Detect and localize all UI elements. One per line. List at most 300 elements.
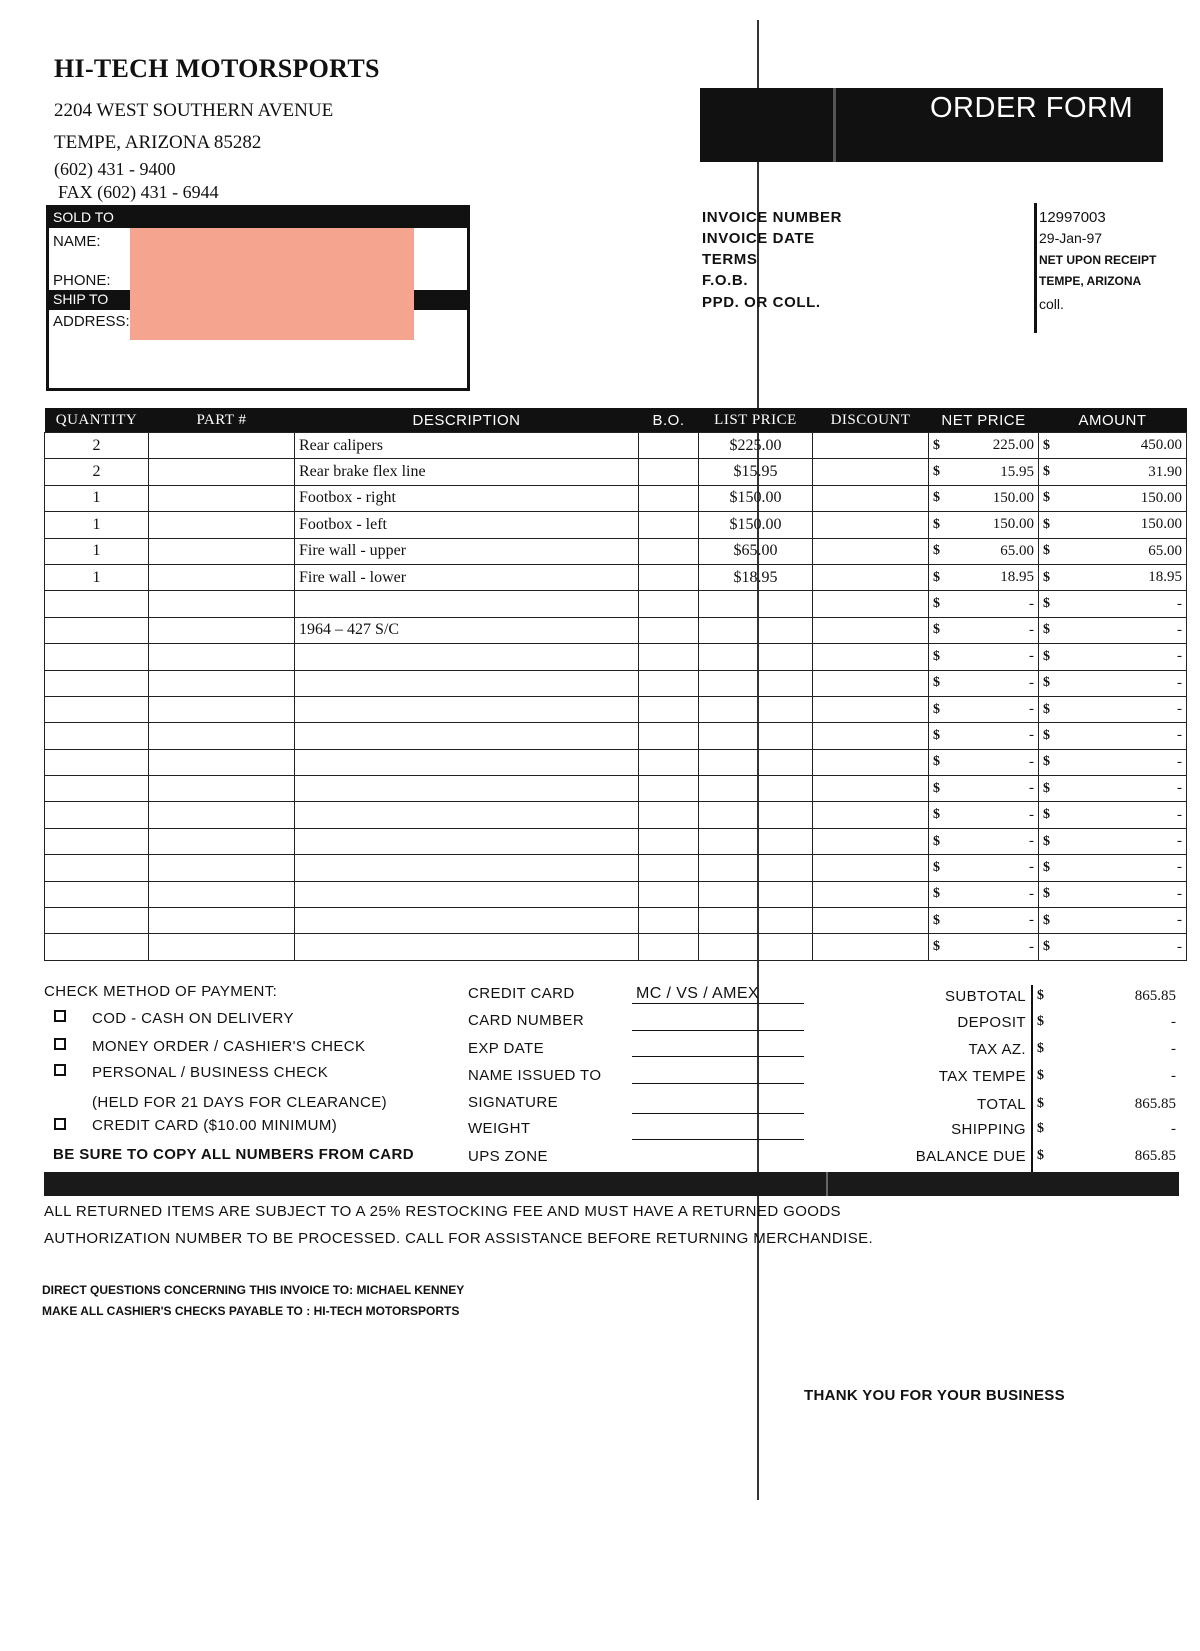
- discount-cell: [813, 749, 929, 775]
- discount-cell: [813, 855, 929, 881]
- amount-cell-content: [1043, 569, 1182, 586]
- part-number-cell: [149, 433, 295, 459]
- back-order-cell: [639, 670, 699, 696]
- amount-cell-content: [1043, 754, 1182, 771]
- total-value: 865.85: [1134, 1096, 1176, 1112]
- quantity-cell: [45, 908, 149, 934]
- amount-cell-value: -: [1177, 595, 1182, 612]
- restocking-notice-line1: ALL RETURNED ITEMS ARE SUBJECT TO A 25% RESTOCKING FEE AND MUST HAVE A RETURNED GOODS: [44, 1203, 841, 1220]
- amount-cell-value: -: [1177, 727, 1182, 744]
- net-price-header: NET PRICE: [929, 408, 1039, 433]
- description-cell: [295, 670, 639, 696]
- discount-cell: [813, 802, 929, 828]
- discount-cell: [813, 881, 929, 907]
- payment-method-heading: CHECK METHOD OF PAYMENT:: [44, 983, 278, 1000]
- discount-cell: [813, 723, 929, 749]
- table-header-row: [45, 408, 1187, 433]
- net-price-cell: [929, 459, 1039, 485]
- part-number-cell: [149, 934, 295, 960]
- quantity-cell: 2: [45, 433, 149, 459]
- balance-due-currency: $: [1037, 1148, 1044, 1163]
- list-price-cell: [699, 749, 813, 775]
- table-row: [45, 776, 1187, 802]
- currency-symbol: $: [933, 833, 940, 849]
- amount-cell-content: [1043, 939, 1182, 956]
- ppd-or-coll-label: PPD. OR COLL.: [702, 294, 821, 311]
- back-order-cell: [639, 934, 699, 960]
- personal-check-option-label: PERSONAL / BUSINESS CHECK: [92, 1064, 329, 1081]
- net-price-cell-value: 225.00: [992, 437, 1034, 454]
- net-price-cell: [929, 855, 1039, 881]
- currency-symbol: $: [933, 464, 940, 480]
- net-price-cell-content: [933, 859, 1034, 876]
- net-price-cell-content: [933, 939, 1034, 956]
- thank-you-message: THANK YOU FOR YOUR BUSINESS: [804, 1387, 1065, 1404]
- currency-symbol: $: [933, 807, 940, 823]
- net-price-cell: [929, 881, 1039, 907]
- back-order-cell: [639, 776, 699, 802]
- list-price-cell: [699, 802, 813, 828]
- personal-check-checkbox[interactable]: [54, 1064, 66, 1076]
- name-issued-to-label: NAME ISSUED TO: [468, 1067, 602, 1084]
- card-number-line: [632, 1030, 804, 1031]
- amount-cell-content: [1043, 886, 1182, 903]
- amount-cell-value: 18.95: [1148, 569, 1182, 586]
- amount-cell-value: 450.00: [1140, 437, 1182, 454]
- description-cell: [295, 828, 639, 854]
- amount-cell-value: -: [1177, 621, 1182, 638]
- part-number-cell: [149, 802, 295, 828]
- quantity-cell: 1: [45, 538, 149, 564]
- line-items-table: [44, 408, 1187, 961]
- amount-cell: [1039, 512, 1187, 538]
- currency-symbol: $: [1043, 727, 1050, 743]
- invoice-number-label: INVOICE NUMBER: [702, 209, 843, 226]
- net-price-cell-value: 18.95: [1000, 569, 1034, 586]
- description-cell: [295, 644, 639, 670]
- amount-cell-value: -: [1177, 885, 1182, 902]
- back-order-header: B.O.: [639, 408, 699, 433]
- quantity-cell: 1: [45, 512, 149, 538]
- amount-cell-content: [1043, 859, 1182, 876]
- back-order-cell: [639, 512, 699, 538]
- fob-label: F.O.B.: [702, 272, 749, 289]
- deposit-currency: $: [1037, 1014, 1044, 1029]
- currency-symbol: $: [933, 780, 940, 796]
- credit-card-label: CREDIT CARD: [468, 985, 575, 1002]
- amount-cell-content: [1043, 727, 1182, 744]
- deposit-label: DEPOSIT: [957, 1014, 1026, 1031]
- discount-cell: [813, 828, 929, 854]
- weight-line: [632, 1139, 804, 1140]
- shipping-label: SHIPPING: [951, 1121, 1026, 1138]
- currency-symbol: $: [1043, 464, 1050, 480]
- part-number-cell: [149, 644, 295, 670]
- subtotal-value: 865.85: [1134, 988, 1176, 1004]
- net-price-cell-value: -: [1029, 648, 1034, 665]
- net-price-cell-content: [933, 912, 1034, 929]
- quantity-cell: [45, 828, 149, 854]
- payee-name: HI-TECH MOTORSPORTS: [313, 1304, 460, 1318]
- amount-cell-content: [1043, 437, 1182, 454]
- currency-symbol: $: [933, 648, 940, 664]
- list-price-header: LIST PRICE: [699, 408, 813, 433]
- table-row: [45, 564, 1187, 590]
- net-price-cell-value: -: [1029, 780, 1034, 797]
- amount-cell-value: -: [1177, 833, 1182, 850]
- description-cell: [295, 723, 639, 749]
- credit-card-checkbox[interactable]: [54, 1118, 66, 1130]
- total-currency: $: [1037, 1096, 1044, 1111]
- currency-symbol: $: [933, 622, 940, 638]
- quantity-cell: [45, 723, 149, 749]
- currency-symbol: $: [1043, 807, 1050, 823]
- table-row: [45, 538, 1187, 564]
- discount-cell: [813, 485, 929, 511]
- description-cell: [295, 802, 639, 828]
- currency-symbol: $: [933, 437, 940, 453]
- amount-cell: [1039, 591, 1187, 617]
- currency-symbol: $: [933, 886, 940, 902]
- net-price-cell-content: [933, 543, 1034, 560]
- list-price-cell: [699, 696, 813, 722]
- company-name: HI-TECH MOTORSPORTS: [54, 54, 380, 83]
- company-address-line2: TEMPE, ARIZONA 85282: [54, 132, 262, 153]
- currency-symbol: $: [933, 516, 940, 532]
- amount-cell: [1039, 433, 1187, 459]
- table-row: [45, 459, 1187, 485]
- quantity-cell: [45, 696, 149, 722]
- back-order-cell: [639, 644, 699, 670]
- subtotal-label: SUBTOTAL: [945, 988, 1026, 1005]
- net-price-cell-value: -: [1029, 727, 1034, 744]
- part-number-cell: [149, 723, 295, 749]
- amount-cell-content: [1043, 596, 1182, 613]
- net-price-cell-value: -: [1029, 621, 1034, 638]
- net-price-cell-content: [933, 437, 1034, 454]
- amount-cell: [1039, 485, 1187, 511]
- currency-symbol: $: [933, 727, 940, 743]
- net-price-cell-content: [933, 490, 1034, 507]
- quantity-header: QUANTITY: [45, 408, 149, 433]
- invoice-value-rule: [1034, 203, 1037, 333]
- back-order-cell: [639, 433, 699, 459]
- phone-label: PHONE:: [53, 272, 111, 289]
- invoice-number-value: 12997003: [1039, 209, 1106, 226]
- credit-card-option-label: CREDIT CARD ($10.00 MINIMUM): [92, 1117, 338, 1134]
- back-order-cell: [639, 855, 699, 881]
- quantity-cell: [45, 670, 149, 696]
- quantity-cell: [45, 617, 149, 643]
- currency-symbol: $: [1043, 939, 1050, 955]
- amount-cell: [1039, 908, 1187, 934]
- back-order-cell: [639, 723, 699, 749]
- back-order-cell: [639, 749, 699, 775]
- description-cell: [295, 749, 639, 775]
- shipping-currency: $: [1037, 1121, 1044, 1136]
- ship-to-header: SHIP TO: [53, 291, 109, 307]
- tax-az-label: TAX AZ.: [968, 1041, 1026, 1058]
- amount-cell: [1039, 564, 1187, 590]
- net-price-cell-value: -: [1029, 753, 1034, 770]
- ppd-or-coll-value: coll.: [1039, 296, 1064, 312]
- footer-bar-divider: [826, 1172, 828, 1196]
- footer-black-bar: [44, 1172, 1179, 1196]
- currency-symbol: $: [1043, 754, 1050, 770]
- amount-cell-value: 150.00: [1140, 516, 1182, 533]
- company-phone: (602) 431 - 9400: [54, 159, 176, 179]
- part-number-cell: [149, 881, 295, 907]
- part-number-cell: [149, 512, 295, 538]
- contact-name: MICHAEL KENNEY: [356, 1283, 465, 1297]
- list-price-cell: [699, 908, 813, 934]
- net-price-cell-value: -: [1029, 833, 1034, 850]
- fob-value: TEMPE, ARIZONA: [1039, 274, 1142, 288]
- amount-cell: [1039, 855, 1187, 881]
- discount-header: DISCOUNT: [813, 408, 929, 433]
- list-price-cell: [699, 855, 813, 881]
- table-row: [45, 433, 1187, 459]
- net-price-cell-content: [933, 464, 1034, 481]
- amount-cell-content: [1043, 701, 1182, 718]
- net-price-cell-content: [933, 807, 1034, 824]
- shipping-value: -: [1171, 1121, 1176, 1137]
- net-price-cell-content: [933, 833, 1034, 850]
- quantity-cell: 1: [45, 485, 149, 511]
- part-number-cell: [149, 459, 295, 485]
- currency-symbol: $: [1043, 701, 1050, 717]
- quantity-cell: [45, 934, 149, 960]
- currency-symbol: $: [1043, 437, 1050, 453]
- net-price-cell: [929, 512, 1039, 538]
- description-header: DESCRIPTION: [295, 408, 639, 433]
- table-row: [45, 644, 1187, 670]
- part-number-cell: [149, 696, 295, 722]
- quantity-cell: [45, 776, 149, 802]
- net-price-cell-value: 15.95: [1000, 463, 1034, 480]
- part-number-cell: [149, 855, 295, 881]
- credit-card-line: [632, 1003, 804, 1004]
- net-price-cell: [929, 749, 1039, 775]
- amount-cell: [1039, 459, 1187, 485]
- back-order-cell: [639, 696, 699, 722]
- table-row: [45, 828, 1187, 854]
- description-cell: Rear calipers: [295, 433, 639, 459]
- amount-cell: [1039, 670, 1187, 696]
- currency-symbol: $: [1043, 490, 1050, 506]
- exp-date-label: EXP DATE: [468, 1040, 545, 1057]
- discount-cell: [813, 538, 929, 564]
- invoice-date-label: INVOICE DATE: [702, 230, 815, 247]
- net-price-cell-value: -: [1029, 595, 1034, 612]
- held-for-clearance-note: (HELD FOR 21 DAYS FOR CLEARANCE): [92, 1094, 388, 1111]
- currency-symbol: $: [1043, 543, 1050, 559]
- currency-symbol: $: [1043, 833, 1050, 849]
- currency-symbol: $: [1043, 596, 1050, 612]
- net-price-cell-value: -: [1029, 806, 1034, 823]
- signature-label: SIGNATURE: [468, 1094, 558, 1111]
- net-price-cell-value: -: [1029, 912, 1034, 929]
- cod-option-label: COD - CASH ON DELIVERY: [92, 1010, 294, 1027]
- company-fax: FAX (602) 431 - 6944: [58, 182, 219, 202]
- net-price-cell: [929, 433, 1039, 459]
- quantity-cell: [45, 644, 149, 670]
- amount-cell-content: [1043, 833, 1182, 850]
- table-row: [45, 485, 1187, 511]
- cod-checkbox[interactable]: [54, 1010, 66, 1022]
- signature-line: [632, 1113, 804, 1114]
- quantity-cell: [45, 881, 149, 907]
- amount-cell-content: [1043, 464, 1182, 481]
- amount-cell-content: [1043, 675, 1182, 692]
- questions-contact: [42, 1283, 464, 1297]
- list-price-cell: $15.95: [699, 459, 813, 485]
- terms-label: TERMS: [702, 251, 758, 268]
- currency-symbol: $: [933, 596, 940, 612]
- amount-cell-value: -: [1177, 753, 1182, 770]
- tax-tempe-value: -: [1171, 1068, 1176, 1084]
- table-row: [45, 908, 1187, 934]
- description-cell: [295, 591, 639, 617]
- amount-cell-value: -: [1177, 701, 1182, 718]
- totals-rule: [1031, 985, 1033, 1173]
- net-price-cell-value: 65.00: [1000, 542, 1034, 559]
- ups-zone-label: UPS ZONE: [468, 1148, 548, 1165]
- line-items-body: [45, 433, 1187, 961]
- part-number-cell: [149, 776, 295, 802]
- currency-symbol: $: [1043, 780, 1050, 796]
- description-cell: [295, 881, 639, 907]
- amount-cell: [1039, 802, 1187, 828]
- currency-symbol: $: [1043, 516, 1050, 532]
- part-number-cell: [149, 591, 295, 617]
- amount-cell-value: -: [1177, 648, 1182, 665]
- address-label: ADDRESS:: [53, 313, 130, 330]
- list-price-cell: [699, 617, 813, 643]
- amount-cell: [1039, 881, 1187, 907]
- back-order-cell: [639, 564, 699, 590]
- list-price-cell: [699, 776, 813, 802]
- net-price-cell: [929, 644, 1039, 670]
- currency-symbol: $: [933, 569, 940, 585]
- discount-cell: [813, 908, 929, 934]
- list-price-cell: $225.00: [699, 433, 813, 459]
- net-price-cell-content: [933, 754, 1034, 771]
- back-order-cell: [639, 485, 699, 511]
- name-label: NAME:: [53, 233, 101, 250]
- description-cell: Rear brake flex line: [295, 459, 639, 485]
- table-row: [45, 934, 1187, 960]
- part-number-cell: [149, 617, 295, 643]
- banner-divider: [833, 88, 836, 162]
- order-form-title: ORDER FORM: [930, 92, 1134, 124]
- sold-to-header-bar: [49, 208, 467, 228]
- amount-cell: [1039, 749, 1187, 775]
- net-price-cell: [929, 617, 1039, 643]
- description-cell: Fire wall - lower: [295, 564, 639, 590]
- net-price-cell: [929, 776, 1039, 802]
- table-row: [45, 670, 1187, 696]
- description-cell: Footbox - right: [295, 485, 639, 511]
- amount-cell-content: [1043, 807, 1182, 824]
- currency-symbol: $: [1043, 675, 1050, 691]
- amount-cell: [1039, 934, 1187, 960]
- description-cell: [295, 855, 639, 881]
- amount-cell-content: [1043, 912, 1182, 929]
- amount-cell: [1039, 696, 1187, 722]
- list-price-cell: [699, 591, 813, 617]
- back-order-cell: [639, 908, 699, 934]
- redaction-block: [130, 228, 414, 340]
- total-label: TOTAL: [977, 1096, 1026, 1113]
- discount-cell: [813, 459, 929, 485]
- table-row: [45, 696, 1187, 722]
- list-price-cell: [699, 644, 813, 670]
- net-price-cell: [929, 908, 1039, 934]
- net-price-cell-content: [933, 727, 1034, 744]
- amount-cell: [1039, 617, 1187, 643]
- amount-cell-content: [1043, 780, 1182, 797]
- amount-cell-content: [1043, 490, 1182, 507]
- amount-cell: [1039, 538, 1187, 564]
- money-order-checkbox[interactable]: [54, 1038, 66, 1050]
- table-row: [45, 749, 1187, 775]
- part-number-cell: [149, 670, 295, 696]
- credit-card-type-value: MC / VS / AMEX: [636, 985, 759, 1002]
- net-price-cell-content: [933, 648, 1034, 665]
- name-issued-to-line: [632, 1083, 804, 1084]
- back-order-cell: [639, 459, 699, 485]
- net-price-cell: [929, 564, 1039, 590]
- balance-due-label: BALANCE DUE: [915, 1148, 1026, 1165]
- net-price-cell-content: [933, 780, 1034, 797]
- restocking-notice-line2: AUTHORIZATION NUMBER TO BE PROCESSED. CALL FOR ASSISTANCE BEFORE RETURNING MERCHANDISE.: [44, 1230, 874, 1247]
- quantity-cell: [45, 855, 149, 881]
- net-price-cell: [929, 934, 1039, 960]
- company-address-line1: 2204 WEST SOUTHERN AVENUE: [54, 100, 334, 121]
- list-price-cell: $150.00: [699, 485, 813, 511]
- back-order-cell: [639, 617, 699, 643]
- quantity-cell: 1: [45, 564, 149, 590]
- list-price-cell: [699, 828, 813, 854]
- discount-cell: [813, 776, 929, 802]
- amount-cell-value: -: [1177, 806, 1182, 823]
- back-order-cell: [639, 881, 699, 907]
- back-order-cell: [639, 591, 699, 617]
- net-price-cell: [929, 828, 1039, 854]
- part-number-cell: [149, 564, 295, 590]
- list-price-cell: [699, 670, 813, 696]
- discount-cell: [813, 934, 929, 960]
- currency-symbol: $: [933, 490, 940, 506]
- discount-cell: [813, 512, 929, 538]
- currency-symbol: $: [1043, 648, 1050, 664]
- amount-cell-value: -: [1177, 780, 1182, 797]
- amount-cell-value: -: [1177, 859, 1182, 876]
- payable-label: MAKE ALL CASHIER'S CHECKS PAYABLE TO :: [42, 1304, 311, 1318]
- net-price-cell: [929, 670, 1039, 696]
- net-price-cell: [929, 538, 1039, 564]
- amount-cell-content: [1043, 648, 1182, 665]
- net-price-cell-value: -: [1029, 674, 1034, 691]
- currency-symbol: $: [1043, 912, 1050, 928]
- description-cell: [295, 908, 639, 934]
- list-price-cell: $150.00: [699, 512, 813, 538]
- invoice-date-value: 29-Jan-97: [1039, 230, 1103, 246]
- amount-cell-value: -: [1177, 912, 1182, 929]
- part-number-cell: [149, 828, 295, 854]
- net-price-cell-value: -: [1029, 885, 1034, 902]
